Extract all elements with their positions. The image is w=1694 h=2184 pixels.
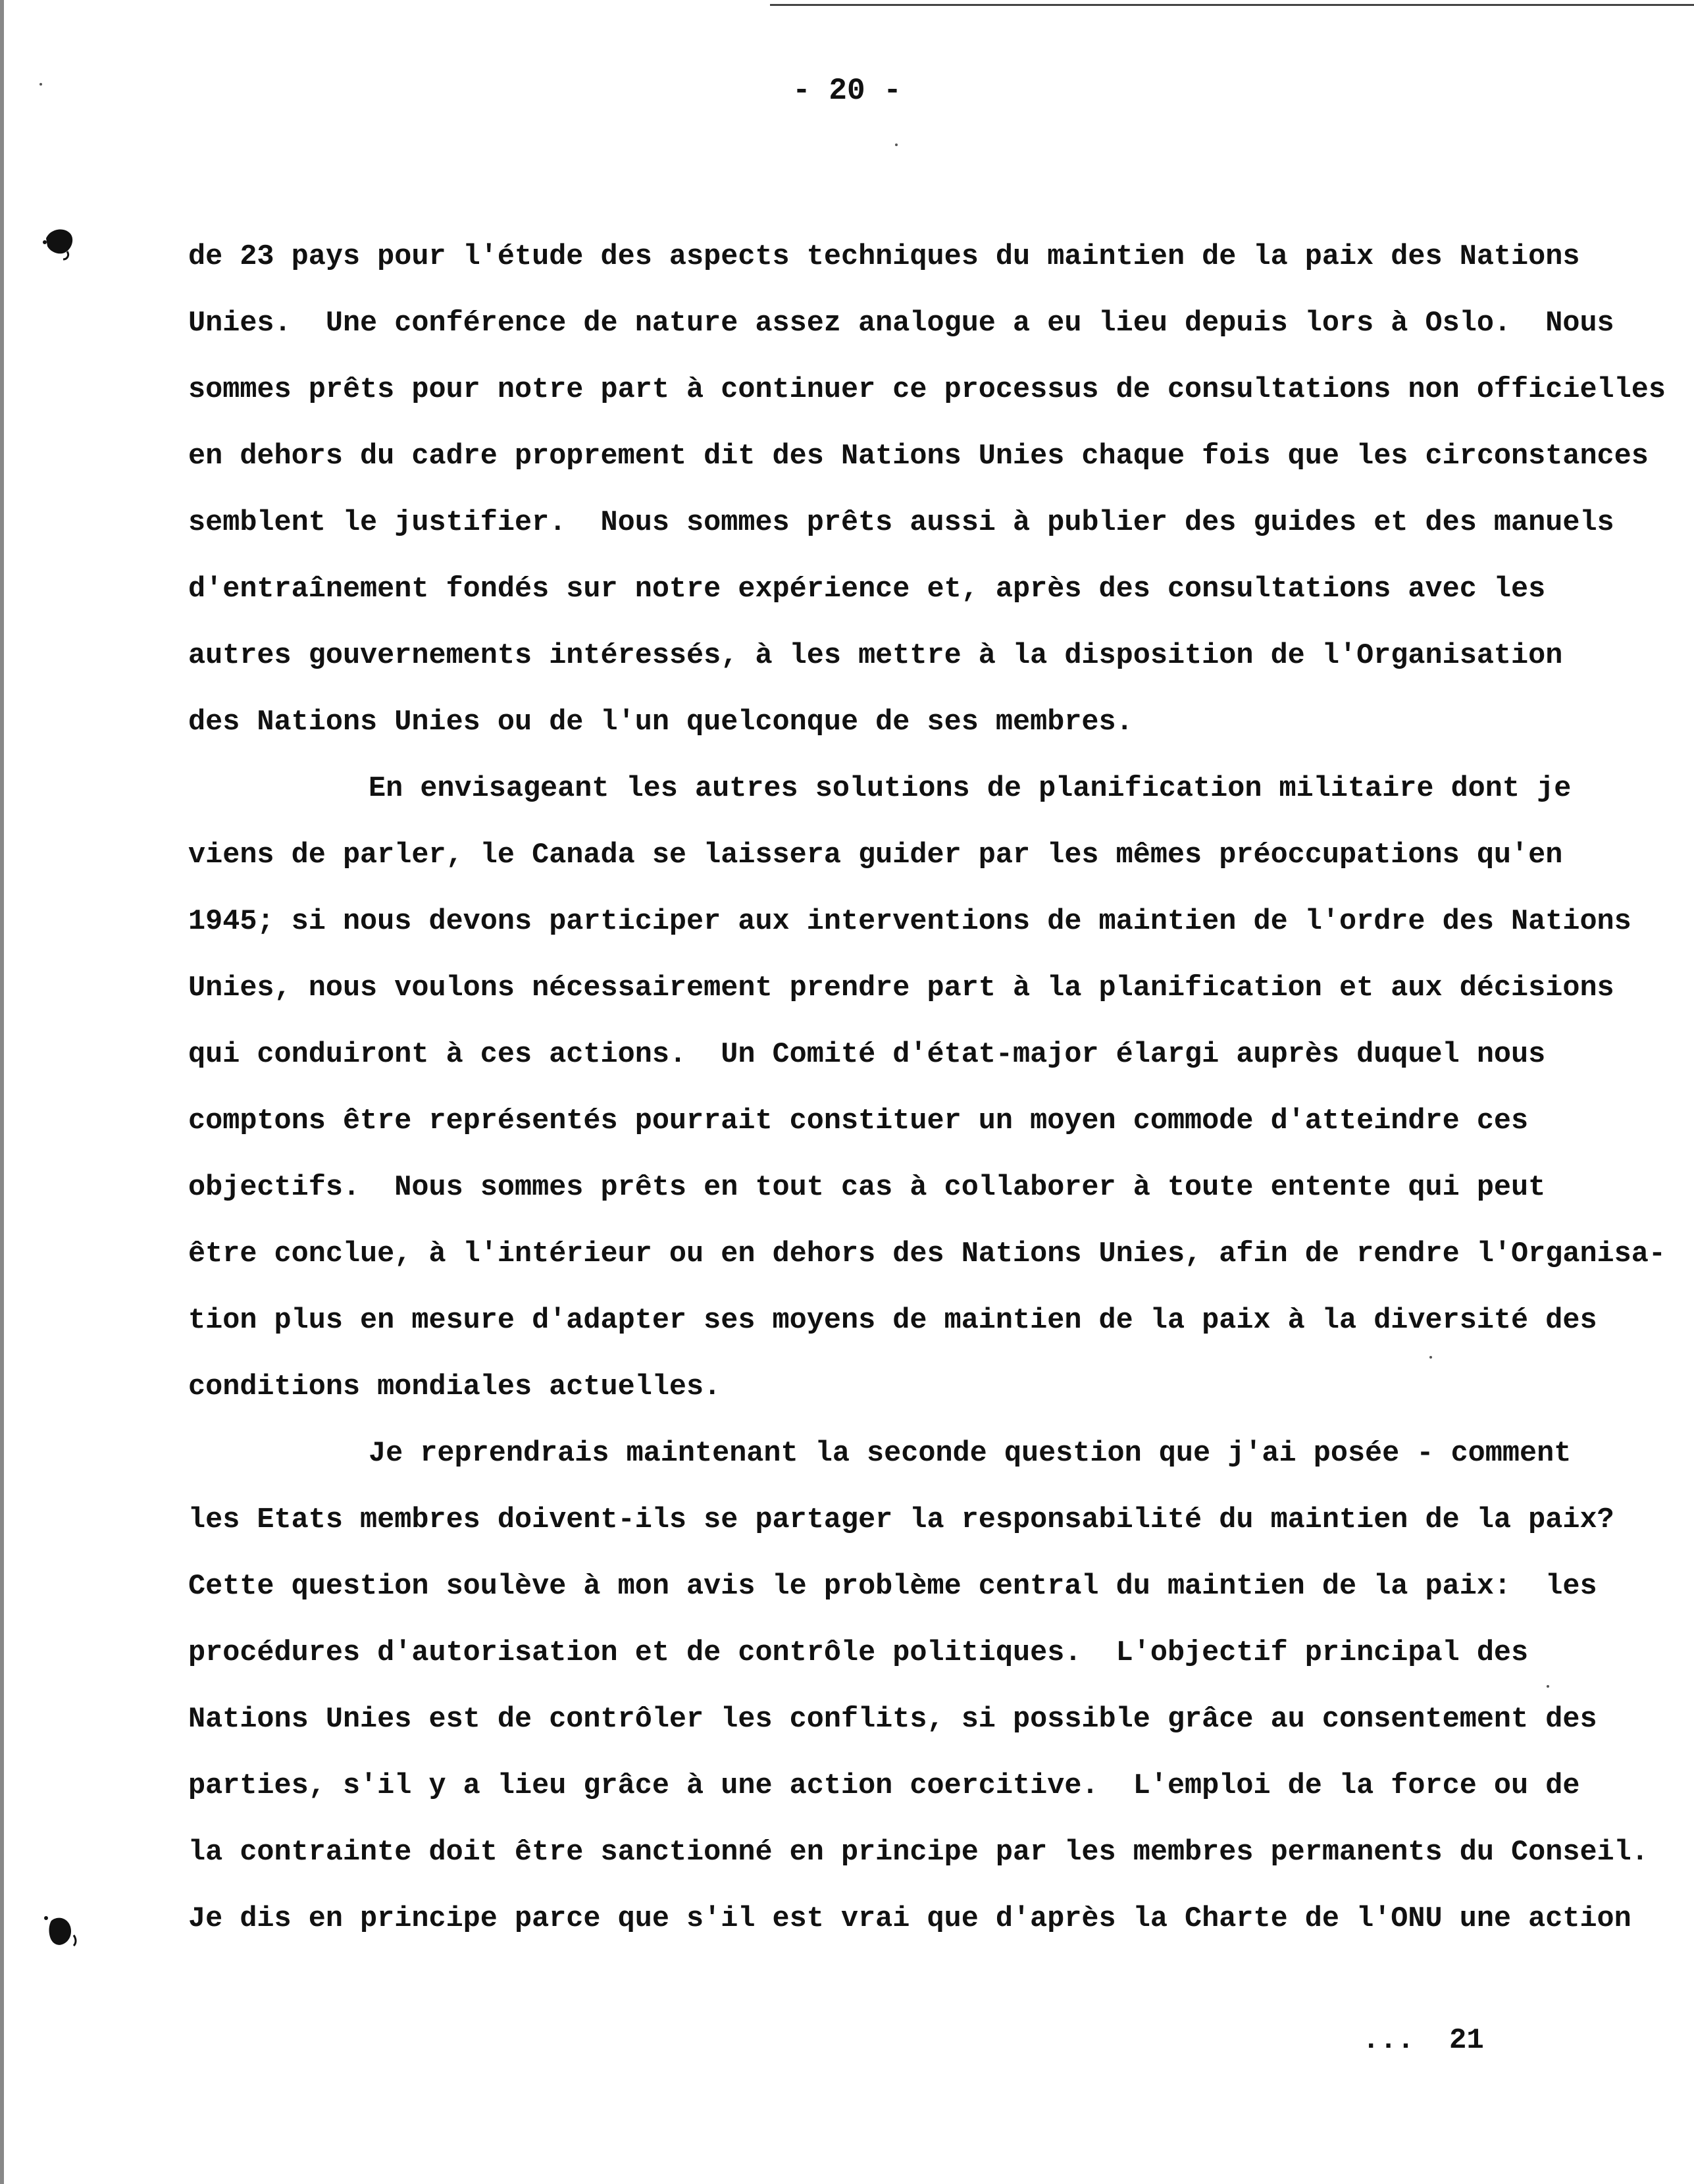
text-line: parties, s'il y a lieu grâce à une action coercitive. L'emploi de la force ou de [188, 1770, 1580, 1802]
text-line: 1945; si nous devons participer aux interventions de maintien de l'ordre des Nations [188, 906, 1631, 938]
text-line: les Etats membres doivent-ils se partager la responsabilité du maintien de la paix? [188, 1504, 1614, 1536]
text-line: Je reprendrais maintenant la seconde question que j'ai posée - comment [369, 1438, 1572, 1470]
text-line: comptons être représentés pourrait constituer un moyen commode d'atteindre ces [188, 1105, 1529, 1137]
text-line: Nations Unies est de contrôler les conflits, si possible grâce au consentement des [188, 1703, 1597, 1736]
text-line: Je dis en principe parce que s'il est vrai que d'après la Charte de l'ONU une action [188, 1903, 1631, 1935]
text-line: de 23 pays pour l'étude des aspects techniques du maintien de la paix des Nations [188, 241, 1580, 273]
text-line: Unies. Une conférence de nature assez analogue a eu lieu depuis lors à Oslo. Nous [188, 307, 1614, 340]
text-line: la contrainte doit être sanctionné en principe par les membres permanents du Conseil. [188, 1836, 1649, 1869]
top-rule [770, 4, 1694, 6]
text-line: tion plus en mesure d'adapter ses moyens de maintien de la paix à la diversité des [188, 1305, 1597, 1337]
text-line: d'entraînement fondés sur notre expérience et, après des consultations avec les [188, 573, 1546, 606]
continuation-marker: ... 21 [1362, 2024, 1484, 2057]
text-line: viens de parler, le Canada se laissera guider par les mêmes préoccupations qu'en [188, 839, 1563, 871]
text-line: autres gouvernements intéressés, à les mettre à la disposition de l'Organisation [188, 640, 1563, 672]
punch-hole-icon [41, 1911, 80, 1951]
text-line: En envisageant les autres solutions de planification militaire dont je [369, 773, 1572, 805]
text-line: qui conduiront à ces actions. Un Comité d'état-major élargi auprès duquel nous [188, 1039, 1546, 1071]
scan-edge [0, 0, 4, 2184]
text-line: objectifs. Nous sommes prêts en tout cas à collaborer à toute entente qui peut [188, 1172, 1546, 1204]
text-line: en dehors du cadre proprement dit des Nations Unies chaque fois que les circonstances [188, 440, 1649, 473]
text-line: procédures d'autorisation et de contrôle politiques. L'objectif principal des [188, 1637, 1529, 1669]
text-line: des Nations Unies ou de l'un quelconque de ses membres. [188, 706, 1133, 739]
punch-hole-icon [41, 222, 80, 262]
page-number: - 20 - [792, 74, 902, 108]
scan-speck [895, 143, 898, 146]
body-text [188, 224, 1666, 1952]
text-line: conditions mondiales actuelles. [188, 1371, 721, 1403]
text-line: être conclue, à l'intérieur ou en dehors des Nations Unies, afin de rendre l'Organisa- [188, 1238, 1666, 1270]
text-line: semblent le justifier. Nous sommes prêts aussi à publier des guides et des manuels [188, 507, 1614, 539]
text-line: Unies, nous voulons nécessairement prendre part à la planification et aux décisions [188, 972, 1614, 1004]
text-line: sommes prêts pour notre part à continuer ce processus de consultations non officielles [188, 374, 1666, 406]
text-line: Cette question soulève à mon avis le problème central du maintien de la paix: les [188, 1571, 1597, 1603]
